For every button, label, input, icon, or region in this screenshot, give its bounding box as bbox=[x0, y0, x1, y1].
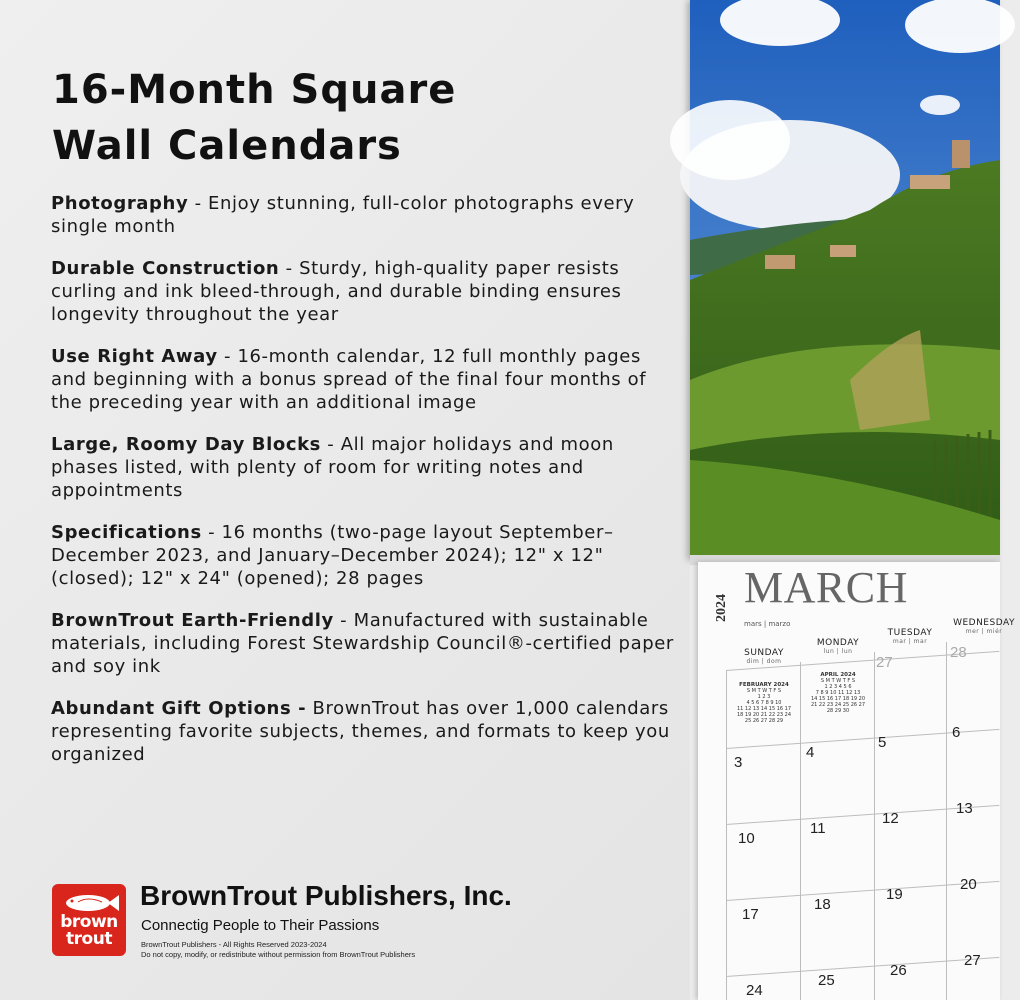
date-cell: 19 bbox=[886, 886, 903, 903]
date-cell: 28 bbox=[950, 644, 967, 661]
grid-line bbox=[946, 642, 947, 1000]
date-cell: 12 bbox=[882, 810, 899, 827]
calendar-grid-page bbox=[698, 562, 1015, 1000]
day-header-wednesday: WEDNESDAY mer | miér bbox=[953, 618, 1015, 635]
brand-block bbox=[52, 880, 672, 980]
feature-specifications: Specifications - 16 months (two-page layout September–December 2023, and January–December 2024); 12" x 12" (closed); 12" x 24" (opened); 28 pages bbox=[51, 522, 614, 589]
feature-day-blocks: Large, Roomy Day Blocks - All major holidays and moon phases listed, with plenty of room for writing notes and appointments bbox=[51, 434, 614, 501]
feature-durable: Durable Construction - Sturdy, high-quality paper resists curling and ink bleed-through, and durable binding ensures longevity throughout the year bbox=[51, 258, 622, 325]
day-header-tuesday: TUESDAY mar | mar bbox=[887, 628, 933, 645]
calendar-month: MARCH bbox=[744, 563, 908, 612]
feature-list bbox=[51, 192, 681, 785]
feature-photography: Photography - Enjoy stunning, full-color photographs every single month bbox=[51, 193, 635, 237]
feature-earth-friendly: BrownTrout Earth-Friendly - Manufactured with sustainable materials, including Forest Stewardship Council®-certified paper and soy ink bbox=[51, 610, 674, 677]
date-cell: 13 bbox=[956, 800, 973, 817]
tuscany-landscape-image bbox=[690, 0, 1000, 560]
publisher-name: BrownTrout Publishers, Inc. bbox=[140, 880, 512, 911]
title-line-1: 16-Month Square bbox=[52, 67, 457, 113]
date-cell: 11 bbox=[810, 820, 826, 837]
publisher-tagline: Connectig People to Their Passions bbox=[141, 917, 380, 934]
browntrout-logo bbox=[52, 884, 126, 956]
date-cell: 6 bbox=[952, 724, 961, 741]
date-cell: 18 bbox=[814, 896, 831, 913]
calendar-year: 2024 bbox=[714, 594, 729, 622]
title-line-2: Wall Calendars bbox=[52, 123, 402, 169]
page-title bbox=[52, 62, 672, 174]
feature-gift-options: Abundant Gift Options - BrownTrout has over 1,000 calendars representing favorite subjects, themes, and formats to keep you organized bbox=[51, 698, 670, 765]
date-cell: 4 bbox=[806, 744, 815, 761]
day-header-monday: MONDAY lun | lun bbox=[816, 638, 860, 655]
grid-line bbox=[726, 957, 999, 977]
date-cell: 20 bbox=[960, 876, 977, 893]
legal-notice: BrownTrout Publishers - All Rights Reserved 2023-2024 Do not copy, modify, or redistribute without permission from BrownTrout Publishers bbox=[141, 940, 416, 959]
day-header-sunday: SUNDAY dim | dom bbox=[744, 648, 784, 665]
grid-line bbox=[874, 652, 875, 1000]
date-cell: 25 bbox=[818, 972, 835, 989]
grid-line bbox=[726, 881, 999, 901]
date-cell: 10 bbox=[738, 830, 755, 847]
grid-line bbox=[726, 670, 727, 1000]
date-cell: 17 bbox=[742, 906, 759, 923]
date-cell: 27 bbox=[876, 654, 893, 671]
mini-calendar-april: APRIL 2024 S M T W T F S 1 2 3 4 5 6 7 8 9 10 11 12 13 14 15 16 17 18 19 20 21 22 23 24 25 26 27 28 29 30 bbox=[810, 672, 866, 714]
calendar-photo bbox=[690, 0, 1000, 560]
feature-use-right-away: Use Right Away - 16-month calendar, 12 full monthly pages and beginning with a bonus spread of the final four months of the preceding year with an additional image bbox=[51, 346, 647, 413]
date-cell: 26 bbox=[890, 962, 907, 979]
logo-text: brown trout bbox=[60, 912, 118, 949]
mini-calendar-february: FEBRUARY 2024 S M T W T F S 1 2 3 4 5 6 7 8 9 10 11 12 13 14 15 16 17 18 19 20 21 22 23 24 25 26 27 28 29 bbox=[736, 682, 792, 724]
grid-line bbox=[800, 662, 801, 1000]
date-cell: 27 bbox=[964, 952, 981, 969]
month-translation: mars | marzo bbox=[744, 620, 791, 628]
date-cell: 5 bbox=[878, 734, 887, 751]
date-cell: 3 bbox=[734, 754, 743, 771]
date-cell: 24 bbox=[746, 982, 763, 999]
